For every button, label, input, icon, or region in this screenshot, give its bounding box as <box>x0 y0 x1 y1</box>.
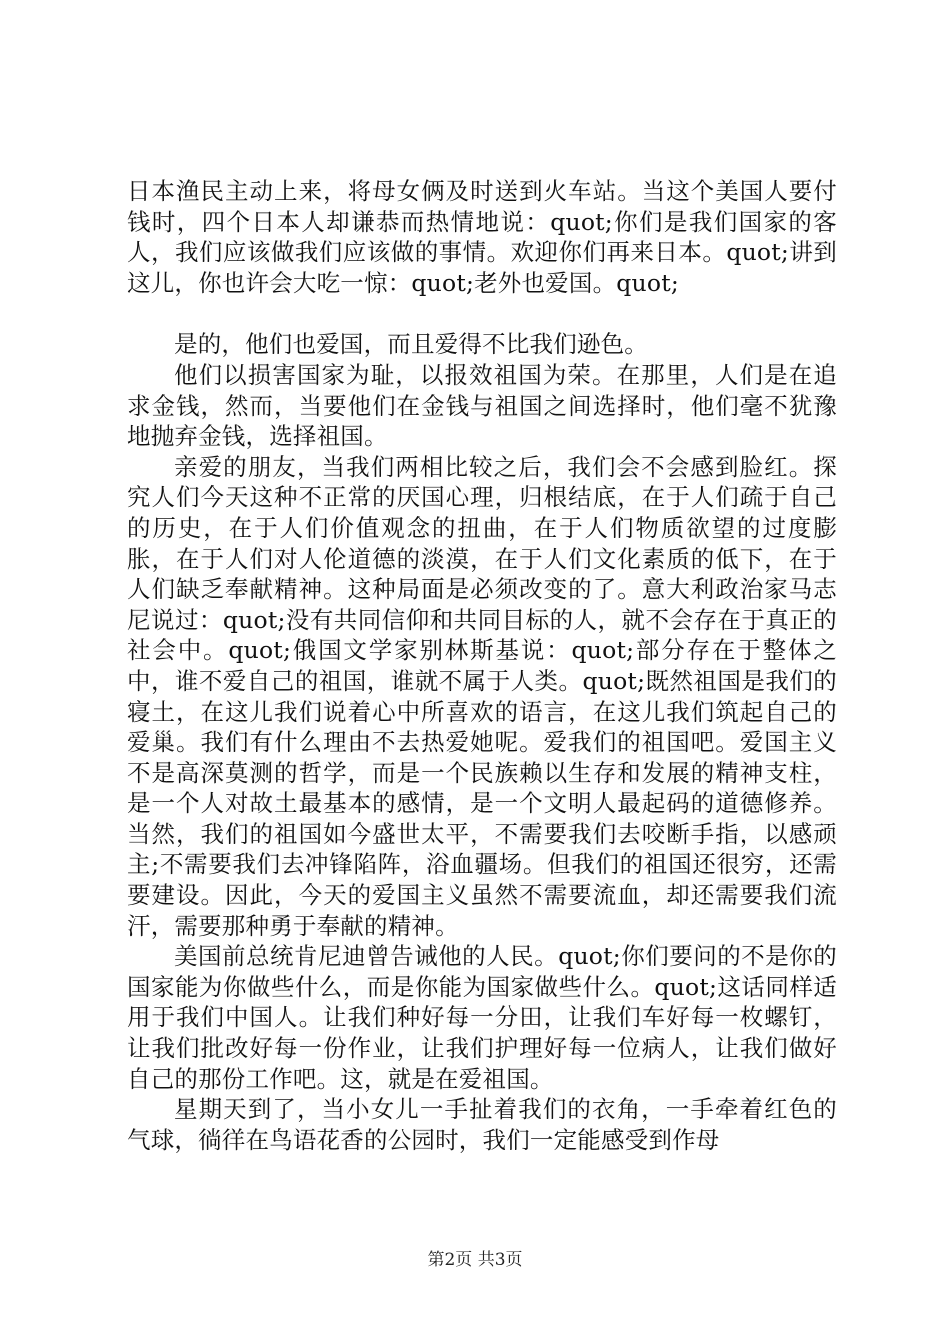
body-text <box>127 176 837 1155</box>
paragraph-1: 日本渔民主动上来，将母女俩及时送到火车站。当这个美国人要付钱时，四个日本人却谦恭而热情地说：quot;你们是我们国家的客人，我们应该做我们应该做的事情。欢迎你们再来日本。quot;讲到这儿，你也许会大吃一惊：quot;老外也爱国。quot; <box>127 177 837 297</box>
paragraph-4: 亲爱的朋友，当我们两相比较之后，我们会不会感到脸红。探究人们今天这种不正常的厌国心理，归根结底，在于人们疏于自己的历史，在于人们价值观念的扭曲，在于人们物质欲望的过度膨胀，在于人们对人伦道德的淡漠，在于人们文化素质的低下，在于人们缺乏奉献精神。这种局面是必须改变的了。意大利政治家马志尼说过：quot;没有共同信仰和共同目标的人，就不会存在于真正的社会中。quot;俄国文学家别林斯基说：quot;部分存在于整体之中，谁不爱自己的祖国，谁就不属于人类。quot;既然祖国是我们的寝土，在这儿我们说着心中所喜欢的语言，在这儿我们筑起自己的爱巢。我们有什么理由不去热爱她呢。爱我们的祖国吧。爱国主义不是高深莫测的哲学，而是一个民族赖以生存和发展的精神支柱，是一个人对故土最基本的感情，是一个文明人最起码的道德修养。当然，我们的祖国如今盛世太平，不需要我们去咬断手指，以感顽主;不需要我们去冲锋陷阵，浴血疆场。但我们的祖国还很穷，还需要建设。因此，今天的爱国主义虽然不需要流血，却还需要我们流汗，需要那种勇于奉献的精神。 <box>127 452 837 940</box>
paragraph-5: 美国前总统肯尼迪曾告诫他的人民。quot;你们要问的不是你的国家能为你做些什么，而是你能为国家做些什么。quot;这话同样适用于我们中国人。让我们种好每一分田，让我们车好每一枚螺钉，让我们批改好每一份作业，让我们护理好每一位病人，让我们做好自己的那份工作吧。这，就是在爱祖国。 <box>127 942 837 1093</box>
paragraph-2: 是的，他们也爱国，而且爱得不比我们逊色。 <box>174 330 648 359</box>
page-footer: 第2页 共3页 <box>427 1250 523 1270</box>
paragraph-6: 星期天到了，当小女儿一手扯着我们的衣角，一手牵着红色的气球，徜徉在鸟语花香的公园时，我们一定能感受到作母 <box>127 1095 837 1154</box>
paragraph-3: 他们以损害国家为耻，以报效祖国为荣。在那里，人们是在追求金钱，然而，当要他们在金钱与祖国之间选择时，他们毫不犹豫地抛弃金钱，选择祖国。 <box>127 360 837 451</box>
